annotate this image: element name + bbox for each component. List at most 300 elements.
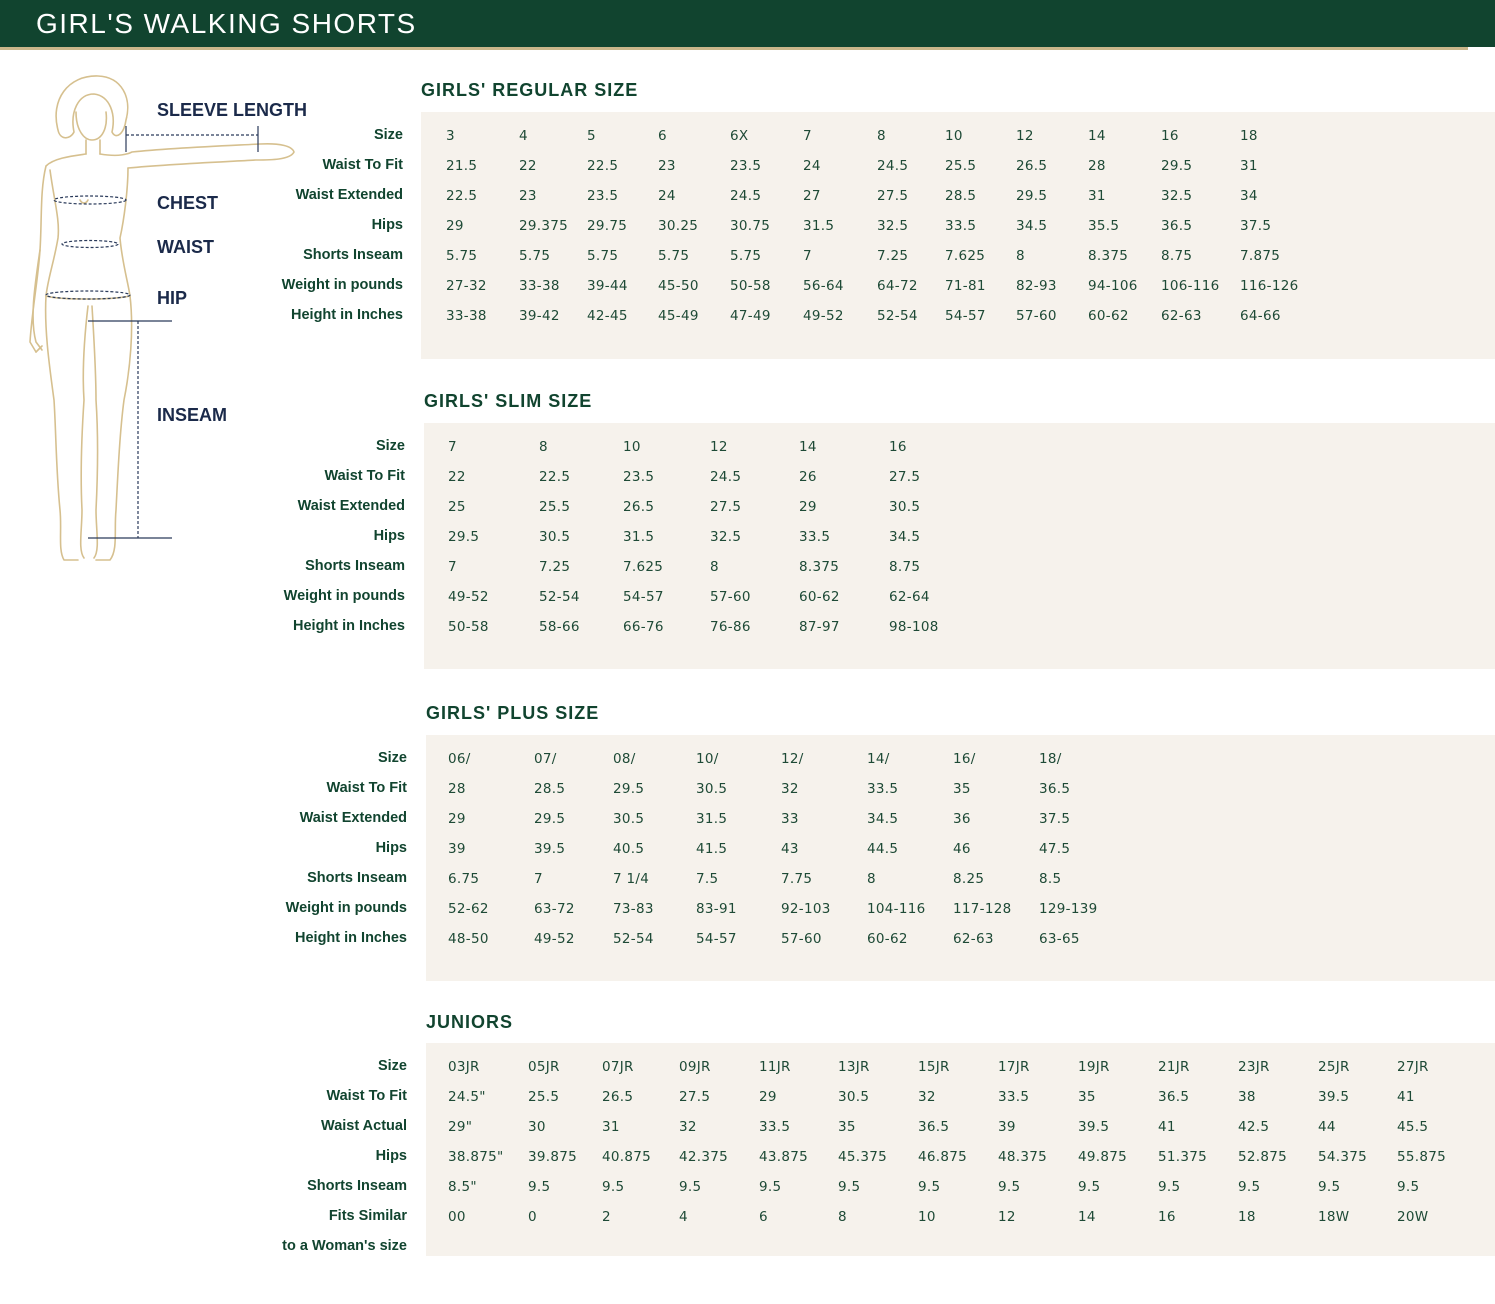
row-label: Weight in pounds bbox=[281, 277, 403, 293]
table-cell: 49-52 bbox=[534, 931, 575, 947]
table-cell: 23.5 bbox=[730, 158, 762, 174]
table-cell: 30.5 bbox=[696, 781, 728, 797]
table-cell: 29.5 bbox=[1161, 158, 1193, 174]
table-cell: 22.5 bbox=[587, 158, 619, 174]
table-cell: 28 bbox=[1088, 158, 1106, 174]
table-cell: 30.75 bbox=[730, 218, 771, 234]
size-value-cell: 06/ bbox=[448, 751, 471, 767]
table-cell: 39.5 bbox=[534, 841, 566, 857]
table-cell: 41 bbox=[1158, 1119, 1176, 1135]
page-title: GIRL'S WALKING SHORTS bbox=[36, 8, 417, 39]
table-cell: 47-49 bbox=[730, 308, 771, 324]
table-cell: 33.5 bbox=[945, 218, 977, 234]
row-label: Weight in pounds bbox=[283, 588, 405, 604]
table-cell: 29 bbox=[448, 811, 466, 827]
table-cell: 54-57 bbox=[696, 931, 737, 947]
table-cell: 5.75 bbox=[730, 248, 762, 264]
table-cell: 87-97 bbox=[799, 619, 840, 635]
table-cell: 7 1/4 bbox=[613, 871, 650, 887]
table-cell: 52-62 bbox=[448, 901, 489, 917]
size-value-cell: 03JR bbox=[448, 1059, 480, 1075]
table-cell: 9.5 bbox=[759, 1179, 782, 1195]
table-cell: 25.5 bbox=[528, 1089, 560, 1105]
table-cell: 7.25 bbox=[539, 559, 571, 575]
table-cell: 8.75 bbox=[1161, 248, 1193, 264]
table-cell: 36.5 bbox=[918, 1119, 950, 1135]
table-cell: 82-93 bbox=[1016, 278, 1057, 294]
size-value-cell: 12 bbox=[710, 439, 728, 455]
table-cell: 9.5 bbox=[1158, 1179, 1181, 1195]
table-cell: 9.5 bbox=[1397, 1179, 1420, 1195]
row-label: Shorts Inseam bbox=[303, 247, 403, 263]
table-cell: 106-116 bbox=[1161, 278, 1220, 294]
table-cell: 32.5 bbox=[1161, 188, 1193, 204]
size-value-cell: 16 bbox=[889, 439, 907, 455]
table-cell: 27 bbox=[803, 188, 821, 204]
table-cell: 52-54 bbox=[877, 308, 918, 324]
table-cell: 8.5" bbox=[448, 1179, 477, 1195]
table-cell: 18W bbox=[1318, 1209, 1350, 1225]
table-cell: 60-62 bbox=[867, 931, 908, 947]
table-cell: 62-63 bbox=[1161, 308, 1202, 324]
table-cell: 29.5 bbox=[448, 529, 480, 545]
row-label: Shorts Inseam bbox=[305, 558, 405, 574]
table-cell: 46 bbox=[953, 841, 971, 857]
row-label: to a Woman's size bbox=[282, 1238, 407, 1254]
table-cell: 50-58 bbox=[730, 278, 771, 294]
table-cell: 41 bbox=[1397, 1089, 1415, 1105]
table-cell: 73-83 bbox=[613, 901, 654, 917]
table-cell: 92-103 bbox=[781, 901, 831, 917]
header-divider bbox=[0, 47, 1468, 50]
table-cell: 9.5 bbox=[998, 1179, 1021, 1195]
table-cell: 35 bbox=[953, 781, 971, 797]
table-cell: 27-32 bbox=[446, 278, 487, 294]
size-value-cell: 14 bbox=[799, 439, 817, 455]
size-value-cell: 23JR bbox=[1238, 1059, 1270, 1075]
table-cell: 6 bbox=[759, 1209, 768, 1225]
table-cell: 6.75 bbox=[448, 871, 480, 887]
size-value-cell: 25JR bbox=[1318, 1059, 1350, 1075]
row-label: Waist To Fit bbox=[326, 1088, 407, 1104]
table-cell: 28.5 bbox=[534, 781, 566, 797]
table-cell: 44.5 bbox=[867, 841, 899, 857]
table-cell: 26 bbox=[799, 469, 817, 485]
table-cell: 32 bbox=[781, 781, 799, 797]
table-cell: 9.5 bbox=[679, 1179, 702, 1195]
table-cell: 66-76 bbox=[623, 619, 664, 635]
waist-label: WAIST bbox=[157, 237, 214, 257]
table-cell: 34.5 bbox=[889, 529, 921, 545]
row-label: Waist Extended bbox=[299, 810, 407, 826]
slim-size-table bbox=[424, 423, 1495, 669]
table-cell: 43 bbox=[781, 841, 799, 857]
size-value-cell: 5 bbox=[587, 128, 596, 144]
table-cell: 38.875" bbox=[448, 1149, 504, 1165]
table-cell: 25.5 bbox=[539, 499, 571, 515]
table-cell: 7 bbox=[534, 871, 543, 887]
table-cell: 27.5 bbox=[877, 188, 909, 204]
table-cell: 40.5 bbox=[613, 841, 645, 857]
table-cell: 34.5 bbox=[1016, 218, 1048, 234]
row-label: Hips bbox=[375, 1148, 407, 1164]
table-cell: 9.5 bbox=[1238, 1179, 1261, 1195]
table-cell: 37.5 bbox=[1240, 218, 1272, 234]
table-cell: 64-72 bbox=[877, 278, 918, 294]
row-label: Waist To Fit bbox=[322, 157, 403, 173]
table-cell: 62-63 bbox=[953, 931, 994, 947]
table-cell: 29.5 bbox=[534, 811, 566, 827]
table-cell: 55.875 bbox=[1397, 1149, 1447, 1165]
row-label: Waist Extended bbox=[295, 187, 403, 203]
table-cell: 7.625 bbox=[945, 248, 986, 264]
table-cell: 129-139 bbox=[1039, 901, 1098, 917]
row-label: Waist Extended bbox=[297, 498, 405, 514]
juniors-title: JUNIORS bbox=[426, 1012, 514, 1032]
size-value-cell: 7 bbox=[803, 128, 812, 144]
table-cell: 29 bbox=[446, 218, 464, 234]
table-cell: 28.5 bbox=[945, 188, 977, 204]
table-cell: 29.5 bbox=[613, 781, 645, 797]
row-label: Size bbox=[375, 438, 405, 454]
table-cell: 8.375 bbox=[799, 559, 840, 575]
table-cell: 31 bbox=[1088, 188, 1106, 204]
table-cell: 00 bbox=[448, 1209, 466, 1225]
table-cell: 24 bbox=[658, 188, 676, 204]
size-value-cell: 17JR bbox=[998, 1059, 1030, 1075]
table-cell: 10 bbox=[918, 1209, 936, 1225]
table-cell: 5.75 bbox=[446, 248, 478, 264]
table-cell: 48.375 bbox=[998, 1149, 1048, 1165]
table-cell: 34.5 bbox=[867, 811, 899, 827]
table-cell: 8.75 bbox=[889, 559, 921, 575]
row-label: Height in Inches bbox=[291, 307, 403, 323]
table-cell: 8 bbox=[867, 871, 876, 887]
table-cell: 29 bbox=[799, 499, 817, 515]
table-cell: 46.875 bbox=[918, 1149, 968, 1165]
table-cell: 30.5 bbox=[889, 499, 921, 515]
table-cell: 24 bbox=[803, 158, 821, 174]
table-cell: 104-116 bbox=[867, 901, 926, 917]
size-value-cell: 14 bbox=[1088, 128, 1106, 144]
table-cell: 14 bbox=[1078, 1209, 1096, 1225]
table-cell: 33-38 bbox=[519, 278, 560, 294]
table-cell: 9.5 bbox=[528, 1179, 551, 1195]
table-cell: 8 bbox=[838, 1209, 847, 1225]
table-cell: 49-52 bbox=[803, 308, 844, 324]
table-cell: 36.5 bbox=[1039, 781, 1071, 797]
table-cell: 22 bbox=[519, 158, 537, 174]
table-cell: 7.625 bbox=[623, 559, 664, 575]
table-cell: 39-42 bbox=[519, 308, 560, 324]
size-value-cell: 10/ bbox=[696, 751, 719, 767]
table-cell: 4 bbox=[679, 1209, 688, 1225]
table-cell: 2 bbox=[602, 1209, 611, 1225]
row-label: Height in Inches bbox=[295, 930, 407, 946]
size-value-cell: 21JR bbox=[1158, 1059, 1190, 1075]
row-label: Hips bbox=[373, 528, 405, 544]
table-cell: 7.75 bbox=[781, 871, 813, 887]
table-cell: 9.5 bbox=[838, 1179, 861, 1195]
table-cell: 33 bbox=[781, 811, 799, 827]
table-cell: 30.5 bbox=[539, 529, 571, 545]
table-cell: 42.375 bbox=[679, 1149, 729, 1165]
table-cell: 117-128 bbox=[953, 901, 1012, 917]
table-cell: 31.5 bbox=[696, 811, 728, 827]
table-cell: 45.375 bbox=[838, 1149, 888, 1165]
table-cell: 45-50 bbox=[658, 278, 699, 294]
table-cell: 8 bbox=[710, 559, 719, 575]
row-label: Shorts Inseam bbox=[307, 870, 407, 886]
table-cell: 63-65 bbox=[1039, 931, 1080, 947]
table-cell: 30.5 bbox=[838, 1089, 870, 1105]
row-label: Size bbox=[377, 1058, 407, 1074]
table-cell: 32.5 bbox=[710, 529, 742, 545]
table-cell: 5.75 bbox=[658, 248, 690, 264]
row-label: Fits Similar bbox=[328, 1208, 407, 1224]
size-value-cell: 07/ bbox=[534, 751, 557, 767]
table-cell: 18 bbox=[1238, 1209, 1256, 1225]
size-value-cell: 14/ bbox=[867, 751, 890, 767]
table-cell: 45.5 bbox=[1397, 1119, 1429, 1135]
table-cell: 57-60 bbox=[781, 931, 822, 947]
size-value-cell: 15JR bbox=[918, 1059, 950, 1075]
size-value-cell: 08/ bbox=[613, 751, 636, 767]
table-cell: 39-44 bbox=[587, 278, 628, 294]
table-cell: 54.375 bbox=[1318, 1149, 1368, 1165]
table-cell: 29 bbox=[759, 1089, 777, 1105]
table-cell: 27.5 bbox=[889, 469, 921, 485]
table-cell: 30 bbox=[528, 1119, 546, 1135]
table-cell: 49-52 bbox=[448, 589, 489, 605]
size-value-cell: 4 bbox=[519, 128, 528, 144]
size-value-cell: 10 bbox=[623, 439, 641, 455]
table-cell: 8 bbox=[1016, 248, 1025, 264]
table-cell: 47.5 bbox=[1039, 841, 1071, 857]
table-cell: 24.5 bbox=[877, 158, 909, 174]
size-value-cell: 16 bbox=[1161, 128, 1179, 144]
table-cell: 9.5 bbox=[1318, 1179, 1341, 1195]
table-cell: 31 bbox=[1240, 158, 1258, 174]
table-cell: 7.5 bbox=[696, 871, 719, 887]
table-cell: 71-81 bbox=[945, 278, 986, 294]
size-value-cell: 11JR bbox=[759, 1059, 791, 1075]
table-cell: 29.75 bbox=[587, 218, 628, 234]
row-label: Hips bbox=[375, 840, 407, 856]
table-cell: 12 bbox=[998, 1209, 1016, 1225]
table-cell: 5.75 bbox=[519, 248, 551, 264]
table-cell: 33.5 bbox=[867, 781, 899, 797]
row-label: Waist To Fit bbox=[326, 780, 407, 796]
table-cell: 8.375 bbox=[1088, 248, 1129, 264]
plus-size-title: GIRLS' PLUS SIZE bbox=[426, 703, 600, 723]
table-cell: 5.75 bbox=[587, 248, 619, 264]
table-cell: 22.5 bbox=[446, 188, 478, 204]
table-cell: 23.5 bbox=[623, 469, 655, 485]
table-cell: 52-54 bbox=[613, 931, 654, 947]
table-cell: 26.5 bbox=[1016, 158, 1048, 174]
table-cell: 57-60 bbox=[1016, 308, 1057, 324]
table-cell: 54-57 bbox=[945, 308, 986, 324]
size-value-cell: 18/ bbox=[1039, 751, 1062, 767]
table-cell: 36.5 bbox=[1161, 218, 1193, 234]
table-cell: 116-126 bbox=[1240, 278, 1299, 294]
table-cell: 30.25 bbox=[658, 218, 699, 234]
row-label: Weight in pounds bbox=[285, 900, 407, 916]
table-cell: 7.25 bbox=[877, 248, 909, 264]
table-cell: 30.5 bbox=[613, 811, 645, 827]
table-cell: 98-108 bbox=[889, 619, 939, 635]
size-value-cell: 12 bbox=[1016, 128, 1034, 144]
size-value-cell: 19JR bbox=[1078, 1059, 1110, 1075]
row-label: Waist To Fit bbox=[324, 468, 405, 484]
table-cell: 22.5 bbox=[539, 469, 571, 485]
hip-label: HIP bbox=[157, 288, 188, 308]
table-cell: 42.5 bbox=[1238, 1119, 1270, 1135]
size-value-cell: 13JR bbox=[838, 1059, 870, 1075]
sleeve-length-label: SLEEVE LENGTH bbox=[157, 100, 308, 120]
table-cell: 24.5 bbox=[730, 188, 762, 204]
table-cell: 58-66 bbox=[539, 619, 580, 635]
table-cell: 83-91 bbox=[696, 901, 737, 917]
table-cell: 51.375 bbox=[1158, 1149, 1208, 1165]
table-cell: 9.5 bbox=[602, 1179, 625, 1195]
table-cell: 32 bbox=[918, 1089, 936, 1105]
table-cell: 34 bbox=[1240, 188, 1258, 204]
table-cell: 94-106 bbox=[1088, 278, 1138, 294]
table-cell: 42-45 bbox=[587, 308, 628, 324]
size-value-cell: 12/ bbox=[781, 751, 804, 767]
size-value-cell: 3 bbox=[446, 128, 455, 144]
size-value-cell: 7 bbox=[448, 439, 457, 455]
table-cell: 9.5 bbox=[918, 1179, 941, 1195]
table-cell: 16 bbox=[1158, 1209, 1176, 1225]
table-cell: 33-38 bbox=[446, 308, 487, 324]
size-value-cell: 6X bbox=[730, 128, 749, 144]
row-label: Waist Actual bbox=[321, 1118, 407, 1134]
table-cell: 24.5" bbox=[448, 1089, 486, 1105]
table-cell: 39 bbox=[448, 841, 466, 857]
table-cell: 25 bbox=[448, 499, 466, 515]
size-value-cell: 10 bbox=[945, 128, 963, 144]
table-cell: 36.5 bbox=[1158, 1089, 1190, 1105]
table-cell: 39 bbox=[998, 1119, 1016, 1135]
table-cell: 35 bbox=[838, 1119, 856, 1135]
table-cell: 7 bbox=[448, 559, 457, 575]
table-cell: 44 bbox=[1318, 1119, 1336, 1135]
table-cell: 8.25 bbox=[953, 871, 985, 887]
table-cell: 24.5 bbox=[710, 469, 742, 485]
size-value-cell: 09JR bbox=[679, 1059, 711, 1075]
table-cell: 8.5 bbox=[1039, 871, 1062, 887]
table-cell: 60-62 bbox=[799, 589, 840, 605]
row-label: Height in Inches bbox=[293, 618, 405, 634]
table-cell: 56-64 bbox=[803, 278, 844, 294]
table-cell: 20W bbox=[1397, 1209, 1429, 1225]
size-value-cell: 27JR bbox=[1397, 1059, 1429, 1075]
table-cell: 32 bbox=[679, 1119, 697, 1135]
table-cell: 28 bbox=[448, 781, 466, 797]
table-cell: 45-49 bbox=[658, 308, 699, 324]
table-cell: 41.5 bbox=[696, 841, 728, 857]
size-value-cell: 07JR bbox=[602, 1059, 634, 1075]
regular-size-title: GIRLS' REGULAR SIZE bbox=[421, 80, 639, 100]
size-value-cell: 05JR bbox=[528, 1059, 560, 1075]
slim-size-title: GIRLS' SLIM SIZE bbox=[424, 391, 593, 411]
table-cell: 26.5 bbox=[623, 499, 655, 515]
size-value-cell: 18 bbox=[1240, 128, 1258, 144]
chest-label: CHEST bbox=[157, 193, 219, 213]
table-cell: 49.875 bbox=[1078, 1149, 1128, 1165]
table-cell: 52.875 bbox=[1238, 1149, 1288, 1165]
table-cell: 27.5 bbox=[710, 499, 742, 515]
table-cell: 54-57 bbox=[623, 589, 664, 605]
table-cell: 23.5 bbox=[587, 188, 619, 204]
table-cell: 62-64 bbox=[889, 589, 930, 605]
table-cell: 7 bbox=[803, 248, 812, 264]
table-cell: 38 bbox=[1238, 1089, 1256, 1105]
table-cell: 33.5 bbox=[799, 529, 831, 545]
table-cell: 33.5 bbox=[998, 1089, 1030, 1105]
table-cell: 27.5 bbox=[679, 1089, 711, 1105]
table-cell: 23 bbox=[658, 158, 676, 174]
table-cell: 29.5 bbox=[1016, 188, 1048, 204]
table-cell: 35.5 bbox=[1088, 218, 1120, 234]
table-cell: 32.5 bbox=[877, 218, 909, 234]
table-cell: 57-60 bbox=[710, 589, 751, 605]
table-cell: 39.5 bbox=[1318, 1089, 1350, 1105]
table-cell: 39.875 bbox=[528, 1149, 578, 1165]
table-cell: 22 bbox=[448, 469, 466, 485]
table-cell: 35 bbox=[1078, 1089, 1096, 1105]
table-cell: 29.375 bbox=[519, 218, 569, 234]
table-cell: 40.875 bbox=[602, 1149, 652, 1165]
table-cell: 63-72 bbox=[534, 901, 575, 917]
size-value-cell: 8 bbox=[877, 128, 886, 144]
table-cell: 39.5 bbox=[1078, 1119, 1110, 1135]
row-label: Size bbox=[377, 750, 407, 766]
table-cell: 60-62 bbox=[1088, 308, 1129, 324]
row-label: Hips bbox=[371, 217, 403, 233]
table-cell: 64-66 bbox=[1240, 308, 1281, 324]
table-cell: 52-54 bbox=[539, 589, 580, 605]
inseam-label: INSEAM bbox=[157, 405, 228, 425]
table-cell: 31 bbox=[602, 1119, 620, 1135]
table-cell: 9.5 bbox=[1078, 1179, 1101, 1195]
table-cell: 31.5 bbox=[803, 218, 835, 234]
table-cell: 36 bbox=[953, 811, 971, 827]
table-cell: 31.5 bbox=[623, 529, 655, 545]
table-cell: 33.5 bbox=[759, 1119, 791, 1135]
header-banner bbox=[0, 0, 1495, 47]
table-cell: 23 bbox=[519, 188, 537, 204]
table-cell: 21.5 bbox=[446, 158, 478, 174]
table-cell: 43.875 bbox=[759, 1149, 809, 1165]
size-value-cell: 6 bbox=[658, 128, 667, 144]
table-cell: 76-86 bbox=[710, 619, 751, 635]
table-cell: 50-58 bbox=[448, 619, 489, 635]
row-label: Shorts Inseam bbox=[307, 1178, 407, 1194]
size-value-cell: 8 bbox=[539, 439, 548, 455]
table-cell: 48-50 bbox=[448, 931, 489, 947]
table-cell: 37.5 bbox=[1039, 811, 1071, 827]
table-cell: 26.5 bbox=[602, 1089, 634, 1105]
table-cell: 29" bbox=[448, 1119, 473, 1135]
size-value-cell: 16/ bbox=[953, 751, 976, 767]
table-cell: 25.5 bbox=[945, 158, 977, 174]
row-label: Size bbox=[373, 127, 403, 143]
table-cell: 7.875 bbox=[1240, 248, 1281, 264]
